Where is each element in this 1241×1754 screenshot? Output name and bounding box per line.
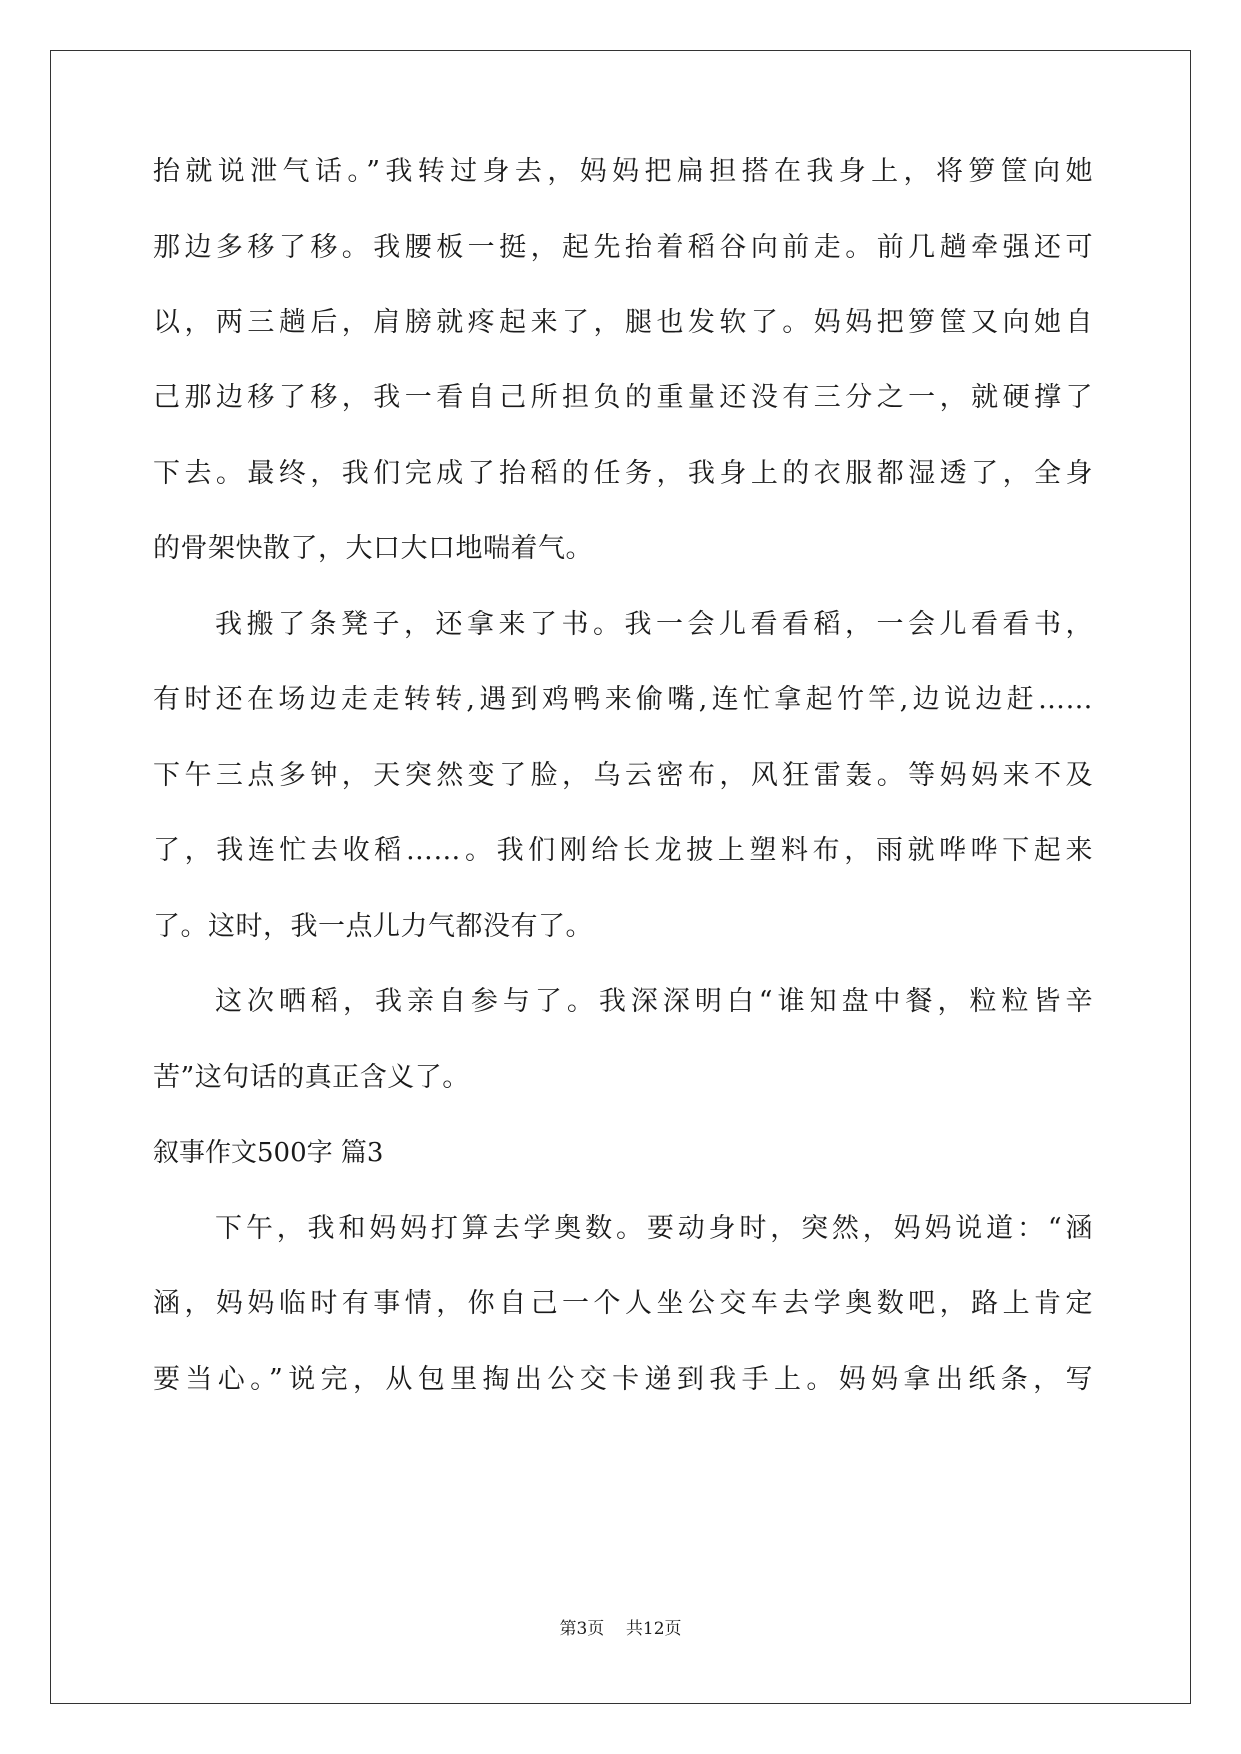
text-line: 涵，妈妈临时有事情，你自己一个人坐公交车去学奥数吧，路上肯定 bbox=[153, 1288, 1093, 1319]
text-line: 下午三点多钟，天突然变了脸，乌云密布，风狂雷轰。等妈妈来不及 bbox=[153, 760, 1093, 791]
section-heading: 叙事作文500字 篇3 bbox=[153, 1138, 384, 1168]
text-line: 了，我连忙去收稻……。我们刚给长龙披上塑料布，雨就哗哗下起来 bbox=[153, 835, 1093, 866]
text-line: 下午，我和妈妈打算去学奥数。要动身时，突然，妈妈说道：“涵 bbox=[215, 1213, 1093, 1244]
text-line: 了。这时，我一点儿力气都没有了。 bbox=[153, 911, 593, 942]
text-line: 有时还在场边走走转转,遇到鸡鸭来偷嘴,连忙拿起竹竿,边说边赶…… bbox=[153, 684, 1093, 715]
text-line: 那边多移了移。我腰板一挺，起先抬着稻谷向前走。前几趟牵强还可 bbox=[153, 232, 1093, 263]
text-line: 的骨架快散了，大口大口地喘着气。 bbox=[153, 533, 593, 564]
text-line: 下去。最终，我们完成了抬稻的任务，我身上的衣服都湿透了，全身 bbox=[153, 458, 1093, 489]
text-line: 我搬了条凳子，还拿来了书。我一会儿看看稻，一会儿看看书， bbox=[215, 609, 1093, 640]
text-line: 苦”这句话的真正含义了。 bbox=[153, 1062, 470, 1093]
text-line: 这次晒稻，我亲自参与了。我深深明白“谁知盘中餐，粒粒皆辛 bbox=[215, 986, 1093, 1017]
text-line: 以，两三趟后，肩膀就疼起来了，腿也发软了。妈妈把箩筐又向她自 bbox=[153, 307, 1093, 338]
text-line: 抬就说泄气话。”我转过身去，妈妈把扁担搭在我身上，将箩筐向她 bbox=[153, 156, 1093, 187]
page-number-footer: 第3页 共12页 bbox=[559, 1619, 682, 1639]
page-border bbox=[50, 50, 1191, 1704]
text-line: 己那边移了移，我一看自己所担负的重量还没有三分之一，就硬撑了 bbox=[153, 382, 1093, 413]
text-line: 要当心。”说完，从包里掏出公交卡递到我手上。妈妈拿出纸条，写 bbox=[153, 1364, 1093, 1395]
